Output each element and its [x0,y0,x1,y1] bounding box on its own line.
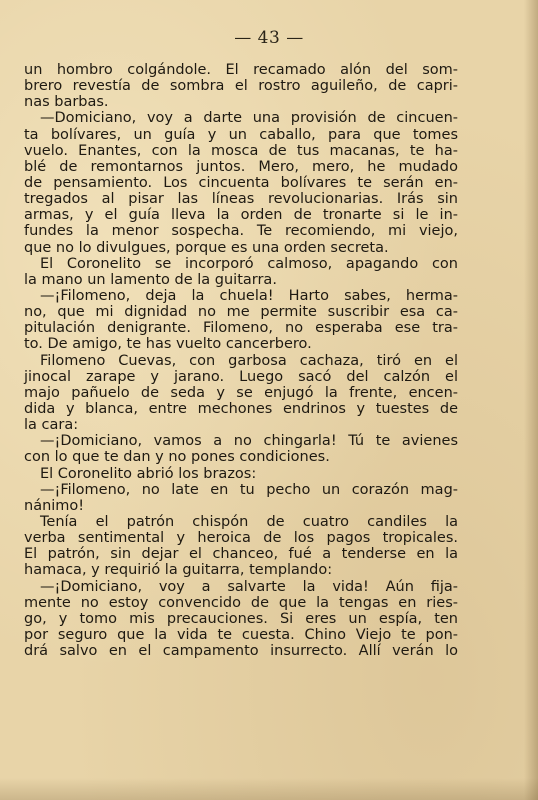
text-line: —¡Filomeno, no late en tu pecho un corazón mag- [40,481,458,498]
text-line: nánimo! [24,497,85,514]
text-line: —Domiciano, voy a darte una provisión de cincuen- [40,110,458,127]
text-line: hamaca, y requirió la guitarra, templando: [24,562,333,579]
text-line: la mano un lamento de la guitarra. [24,271,277,288]
text-line: con lo que te dan y no pones condiciones. [24,449,330,466]
text-line: tregados al pisar las líneas revolucionarias. Irás sin [24,191,458,208]
page-number: — 43 — [234,28,304,48]
text-line: brero revestía de sombra el rostro aguileño, de capri- [24,78,458,95]
text-line: drá salvo en el campamento insurrecto. Allí verán lo [24,643,458,660]
text-line: ta bolívares, un guía y un caballo, para que tomes [24,126,458,143]
text-line: por seguro que la vida te cuesta. Chino Viejo te pon- [24,626,458,643]
text-line: —¡Filomeno, deja la chuela! Harto sabes, herma- [40,287,458,304]
text-line: verba sentimental y heroica de los pagos tropicales. [24,530,458,547]
text-line: El Coronelito se incorporó calmoso, apagando con [40,255,458,272]
text-line: Filomeno Cuevas, con garbosa cachaza, tiró en el [40,352,458,369]
text-line: —¡Domiciano, vamos a no chingarla! Tú te avienes [40,433,458,450]
text-line: armas, y el guía lleva la orden de tronarte si le in- [24,207,458,224]
text-line: Tenía el patrón chispón de cuatro candiles la [40,513,458,530]
text-line: jinocal zarape y jarano. Luego sacó del calzón el [24,368,458,385]
text-line: blé de remontarnos juntos. Mero, mero, he mudado [24,158,458,175]
text-line: un hombro colgándole. El recamado alón del som- [24,62,458,78]
text-line: la cara: [24,417,79,434]
text-line: —¡Domiciano, voy a salvarte la vida! Aún fija- [40,578,458,595]
text-line: dida y blanca, entre mechones endrinos y tuestes de [24,400,458,417]
text-line: vuelo. Enantes, con la mosca de tus macanas, te ha- [24,142,458,159]
page-edge-shadow [524,0,538,800]
text-line: pitulación denigrante. Filomeno, no esperaba ese tra- [24,320,458,337]
page-bottom-shadow [0,778,538,800]
text-line: El Coronelito abrió los brazos: [40,465,257,482]
text-line: go, y tomo mis precauciones. Si eres un espía, ten [24,610,458,627]
text-line: to. De amigo, te has vuelto cancerbero. [24,336,312,353]
text-line: que no lo divulgues, porque es una orden secreta. [24,239,389,256]
page-text [24,62,458,659]
text-line: de pensamiento. Los cincuenta bolívares te serán en- [24,174,458,191]
text-line: fundes la menor sospecha. Te recomiendo, mi viejo, [24,223,458,240]
text-line: mente no estoy convencido de que la tengas en ries- [24,594,458,611]
text-line: El patrón, sin dejar el chanceo, fué a tenderse en la [24,546,458,563]
text-line: majo pañuelo de seda y se enjugó la frente, encen- [24,384,458,401]
text-line: no, que mi dignidad no me permite suscribir esa ca- [24,304,458,321]
text-line: nas barbas. [24,94,109,111]
